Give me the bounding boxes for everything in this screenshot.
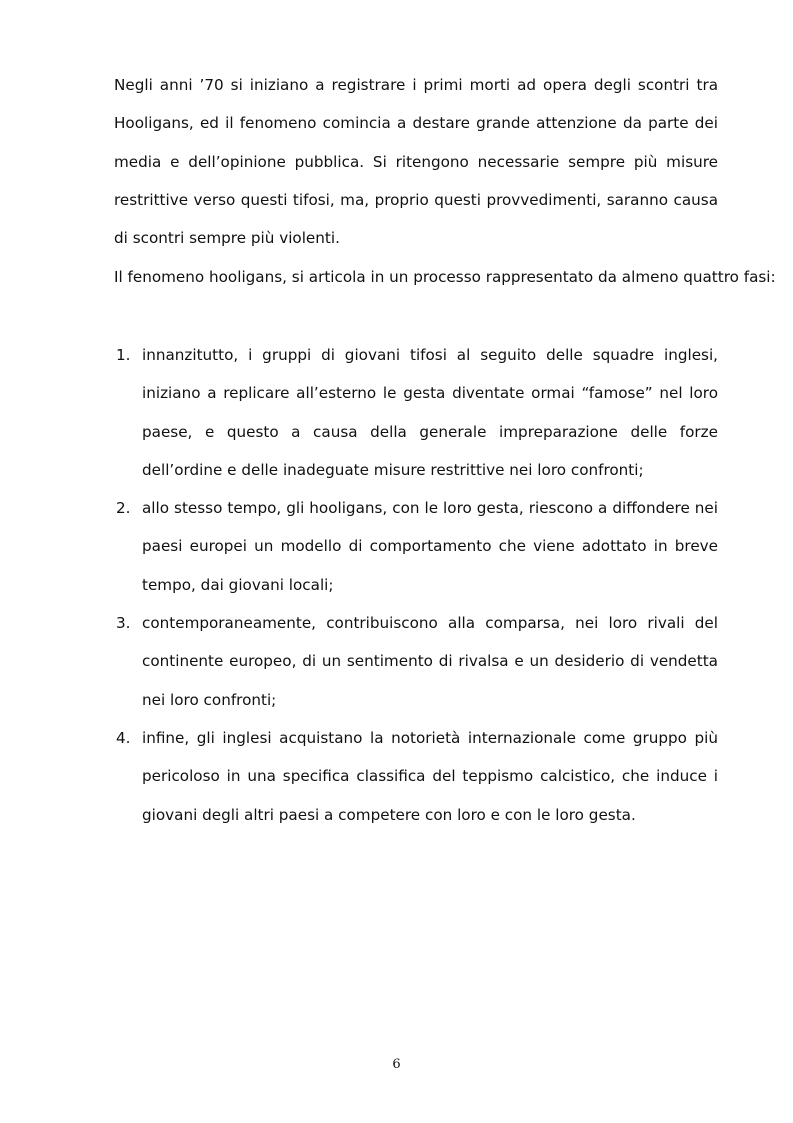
list-item-number: 4. (116, 728, 131, 747)
list-item-text: infine, gli inglesi acquistano la notorietà internazionale come gruppo più pericoloso in una specifica classifica del teppismo calcistico, che induce i giovani degli altri paesi a competere con loro e con le loro gesta. (142, 728, 718, 824)
list-item-text: contemporaneamente, contribuiscono alla comparsa, nei loro rivali del continente europeo, di un sentimento di rivalsa e un desiderio di vendetta nei loro confronti; (142, 614, 718, 709)
list-item-number: 2. (116, 499, 131, 518)
phases-list (114, 336, 718, 834)
list-item-text: innanzitutto, i gruppi di giovani tifosi al seguito delle squadre inglesi, iniziano a replicare all’esterno le gesta diventate ormai “famose” nel loro paese, e questo a causa della generale impreparazione delle forze dell’ordine e delle inadeguate misure restrittive nei loro confronti; (142, 346, 718, 479)
list-item-number: 1. (116, 346, 131, 364)
list-item (114, 719, 718, 834)
paragraph-intro: Negli anni ’70 si iniziano a registrare i primi morti ad opera degli scontri tra Hooligans, ed il fenomeno comincia a destare grande attenzione da parte dei media e dell’opinione pubblica. Si ritengono necessarie sempre più misure restrittive verso questi tifosi, ma, proprio questi provvedimenti, saranno causa di scontri sempre più violenti. (114, 76, 718, 248)
list-item (114, 336, 718, 489)
page-number: 6 (392, 1057, 401, 1072)
list-item (114, 604, 718, 719)
list-item (114, 489, 718, 604)
list-item-number: 3. (116, 614, 131, 633)
paragraph-phases-intro: Il fenomeno hooligans, si articola in un processo rappresentato da almeno quattro fasi: (114, 268, 776, 286)
list-item-text: allo stesso tempo, gli hooligans, con le loro gesta, riescono a diffondere nei paesi europei un modello di comportamento che viene adottato in breve tempo, dai giovani locali; (142, 499, 718, 594)
